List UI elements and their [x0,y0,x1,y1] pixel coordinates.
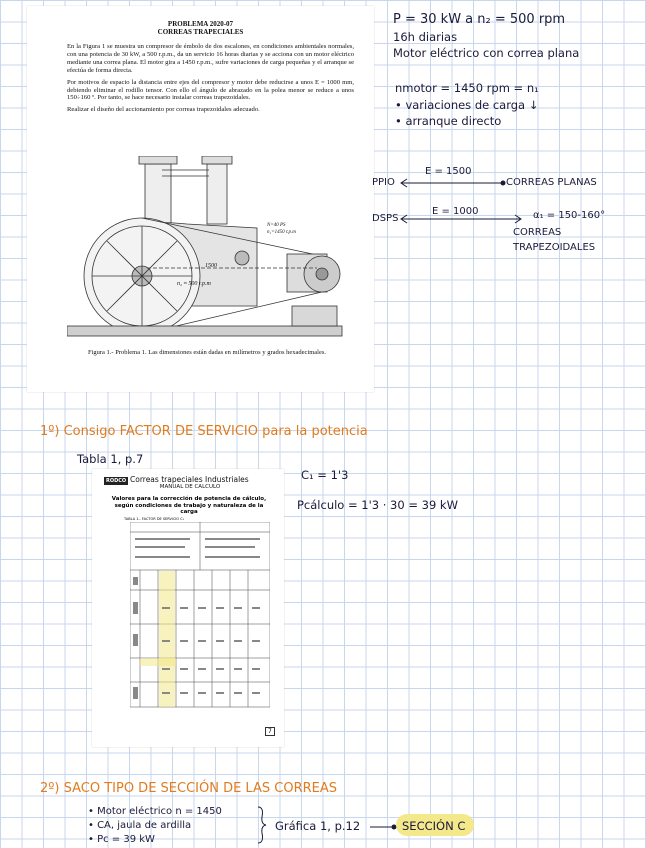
manual-title: Correas trapeciales Industriales [130,475,249,484]
pcalculo-value: Pcálculo = 1'3 · 30 = 39 kW [297,498,458,512]
note-motor-speed: nmotor = 1450 rpm = n₁ [395,81,539,95]
graph-reference: Gráfica 1, p.12 [275,819,361,833]
problem-body [67,43,354,118]
dsps-result-line2: TRAPEZOIDALES [513,242,596,253]
note-power-speed: P = 30 kW a n₂ = 500 rpm [393,12,566,27]
step2-bullet-ca: • CA, jaula de ardilla [88,820,192,831]
grouping-brace [256,805,268,845]
dsps-distance: E = 1000 [432,206,479,217]
dsps-arrow [398,214,526,224]
problem-statement-card [27,6,374,392]
manual-heading: Valores para la corrección de potencia de cálculo, según condiciones de trabajo y naturaleza de la carga [111,496,267,515]
problem-paragraph-3: Realizar el diseño del accionamiento por correas trapezoidales adecuado. [67,106,260,114]
motor-speed-label: n₁=1450 r.p.m [267,230,296,235]
dsps-angle: α₁ = 150-160° [533,210,606,221]
ppio-arrow [398,178,508,188]
compressor-speed-label: n₂ ≈ 500 r.p.m [177,281,211,287]
figure-caption: Figura 1.- Problema 1. Las dimensiones están dadas en milímetros y grados hexadecimales. [87,349,327,356]
step2-bullet-motor: • Motor eléctrico n = 1450 [88,806,222,817]
motor-power-label: N=40 PS [267,223,286,228]
section-result: SECCIÓN C [402,819,466,833]
service-factor-table [130,522,270,712]
dsps-result-line1: CORREAS [513,227,562,238]
problem-paragraph-2: Por motivos de espacio la distancia entre ejes del compresor y motor debe reducirse a unos E = 1000 mm, debiendo eliminar el rodillo tensor. Con ello el ángulo de abrazado en la polea menor se reduce a unos 150÷160 º. Por tanto, se hace necesario instalar correas trapezoidales. [67,78,354,102]
table-reference: Tabla 1, p.7 [77,452,144,466]
step2-heading: 2º) SACO TIPO DE SECCIÓN DE LAS CORREAS [40,781,337,796]
manual-page-card [92,469,284,747]
dsps-label: DSPS [372,213,399,224]
problem-title: PROBLEMA 2020-07 CORREAS TRAPECIALES [157,20,244,36]
note-load-variation: • variaciones de carga ↓ [395,98,539,112]
distance-label: 1500 [205,263,217,269]
ppio-result: CORREAS PLANAS [506,177,597,188]
note-motor-flat-belt: Motor eléctrico con correa plana [393,46,580,60]
problem-paragraph-1: En la Figura 1 se muestra un compresor de émbolo de dos escalones, en condiciones ambientales normales, con una potencia de 30 kW, a 500 r.p.m., da un servicio 16 horas diarias y se acciona con un motor eléctrico mediante una correa plana. El motor gira a 1450 r.p.m., sufre variaciones de carga pequeñas y el arranque se efectúa de forma directa. [67,43,354,74]
step1-heading: 1º) Consigo FACTOR DE SERVICIO para la potencia [40,424,368,439]
step2-bullet-pc: • Pc = 39 kW [88,834,155,845]
compressor-drawing [67,156,347,346]
ppio-distance: E = 1500 [425,166,472,177]
manual-page-number: 7 [265,727,275,736]
c1-value: C₁ = 1'3 [301,468,349,482]
note-direct-start: • arranque directo [395,114,502,128]
note-hours: 16h diarias [393,30,458,44]
manual-table-title: TABLA 1.- FACTOR DE SERVICIO C₁ [124,517,185,521]
ppio-label: PPIO [372,177,395,188]
manual-logo: RODCO [106,478,127,484]
result-arrow [368,822,398,832]
manual-subtitle: MANUAL DE CALCULO [159,484,221,490]
